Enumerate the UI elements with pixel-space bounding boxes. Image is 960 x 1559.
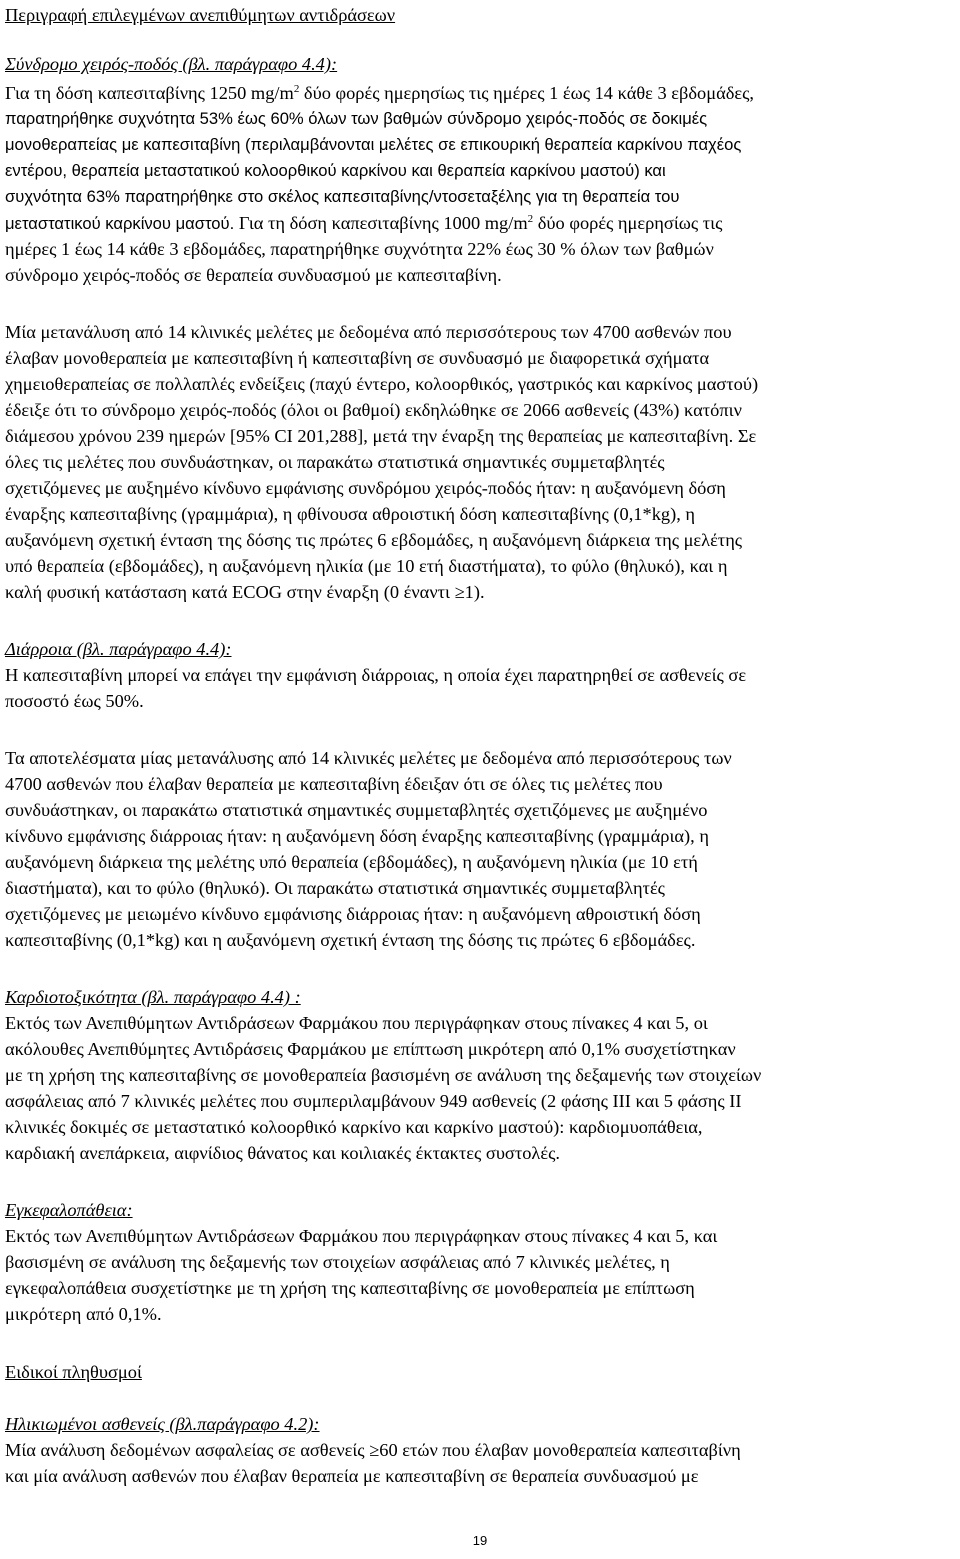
hfs-line-6: μεταστατικού καρκίνου μαστού. Για τη δόση καπεσιταβίνης 1000 $mg/m^2$ δύο φορές ημερησίως τις bbox=[5, 213, 723, 233]
special-populations-title: Ειδικοί πληθυσμοί bbox=[5, 1362, 142, 1382]
cardiotox-line-2: ακόλουθες Ανεπιθύμητες Αντιδράσεις Φαρμάκου με επίπτωση μικρότερη από 0,1% συσχετίστηκαν bbox=[5, 1039, 736, 1059]
meta-diarrhoea-line-1: Τα αποτελέσματα μίας μετανάλυσης από 14 κλινικές μελέτες με δεδομένα από περισσότερους των bbox=[5, 748, 732, 768]
meta-diarrhoea-line-2: 4700 ασθενών που έλαβαν θεραπεία με καπεσιταβίνη έδειξαν ότι σε όλες τις μελέτες που bbox=[5, 774, 663, 794]
elderly-line-1: Μία ανάλυση δεδομένων ασφαλείας σε ασθενείς ≥60 ετών που έλαβαν μονοθεραπεία καπεσιταβίνη bbox=[5, 1440, 741, 1460]
meta-hfs-line-10: υπό θεραπεία (εβδομάδες), η αυξανόμενη ηλικία (με 10 ετή διαστήματα), το φύλο (θηλυκό), και η bbox=[5, 556, 728, 576]
hfs-title: Σύνδρομο χειρός-ποδός (βλ. παράγραφο 4.4): bbox=[5, 54, 338, 74]
hfs-line-2: παρατηρήθηκε συχνότητα 53% έως 60% όλων των βαθμών σύνδρομο χειρός-ποδός σε δοκιμές bbox=[5, 109, 708, 128]
encephalopathy-line-4: μικρότερη από 0,1%. bbox=[5, 1304, 162, 1324]
meta-hfs-line-4: έδειξε ότι το σύνδρομο χειρός-ποδός (όλοι οι βαθμοί) εκδηλώθηκε σε 2066 ασθενείς (43%) κατόπιν bbox=[5, 400, 742, 420]
diarrhoea-line-2: ποσοστό έως 50%. bbox=[5, 691, 144, 711]
diarrhoea-line-1: Η καπεσιταβίνη μπορεί να επάγει την εμφάνιση διάρροιας, η οποία έχει παρατηρηθεί σε ασθενείς σε bbox=[5, 665, 747, 685]
hfs-line-8: σύνδρομο χειρός-ποδός σε θεραπεία συνδυασμού με καπεσιταβίνη. bbox=[5, 265, 502, 285]
meta-diarrhoea-line-8: καπεσιταβίνης (0,1*kg) και η αυξανόμενη σχετική ένταση της δόσης τις πρώτες 6 εβδομάδες. bbox=[5, 930, 696, 950]
meta-diarrhoea-line-4: κίνδυνο εμφάνισης διάρροιας ήταν: η αυξανόμενη δόση έναρξης καπεσιταβίνης (γραμμάρια), η bbox=[5, 826, 709, 846]
meta-diarrhoea-line-3: συνδυάστηκαν, οι παρακάτω στατιστικά σημαντικές συμμεταβλητές σχετιζόμενες με αυξημένο bbox=[5, 800, 708, 820]
meta-hfs-line-2: έλαβαν μονοθεραπεία με καπεσιταβίνη ή καπεσιταβίνη σε συνδυασμό με διαφορετικά σχήματα bbox=[5, 348, 710, 368]
hfs-line-3: μονοθεραπείας με καπεσιταβίνη (περιλαμβάνονται μελέτες σε επικουρική θεραπεία καρκίνου παχέος bbox=[5, 135, 742, 154]
meta-hfs-line-7: σχετιζόμενες με αυξημένο κίνδυνο εμφάνισης συνδρόμου χειρός-ποδός ήταν: η αυξανόμενη δόση bbox=[5, 478, 726, 498]
hfs-line-4: εντέρου, θεραπεία μεταστατικού κολοορθικού καρκίνου και θεραπεία καρκίνου μαστού) και bbox=[5, 161, 666, 180]
diarrhoea-title: Διάρροια (βλ. παράγραφο 4.4): bbox=[5, 639, 232, 659]
section-heading: Περιγραφή επιλεγμένων ανεπιθύμητων αντιδράσεων bbox=[5, 5, 396, 25]
encephalopathy-line-1: Εκτός των Ανεπιθύμητων Αντιδράσεων Φαρμάκου που περιγράφηκαν στους πίνακες 4 και 5, και bbox=[5, 1226, 718, 1246]
meta-hfs-line-5: διάμεσου χρόνου 239 ημερών [95% CI 201,288], μετά την έναρξη της θεραπείας με καπεσιταβίνη. Σε bbox=[5, 426, 757, 446]
meta-hfs-line-8: έναρξης καπεσιταβίνης (γραμμάρια), η φθίνουσα αθροιστική δόση καπεσιταβίνης (0,1*kg), η bbox=[5, 504, 696, 524]
elderly-title: Ηλικιωμένοι ασθενείς (βλ.παράγραφο 4.2): bbox=[5, 1414, 320, 1434]
encephalopathy-line-2: βασισμένη σε ανάλυση της δεξαμενής των στοιχείων ασφάλειας από 7 κλινικές μελέτες, η bbox=[5, 1252, 670, 1272]
encephalopathy-line-3: εγκεφαλοπάθεια συσχετίστηκε με τη χρήση της καπεσιταβίνης σε μονοθεραπεία με επίπτωση bbox=[5, 1278, 695, 1298]
cardiotox-line-6: καρδιακή ανεπάρκεια, αιφνίδιος θάνατος και κοιλιακές έκτακτες συστολές. bbox=[5, 1143, 560, 1163]
meta-hfs-line-9: αυξανόμενη σχετική ένταση της δόσης τις πρώτες 6 εβδομάδες, η αυξανόμενη διάρκεια της μελέτης bbox=[5, 530, 743, 550]
hfs-line-5: συχνότητα 63% παρατηρήθηκε στο σκέλος καπεσιταβίνης/ντοσεταξέλης για τη θεραπεία του bbox=[5, 187, 680, 206]
hfs-line-1: Για τη δόση καπεσιταβίνης 1250 $mg/m^2$ δύο φορές ημερησίως τις ημέρες 1 έως 14 κάθε 3 εβδομάδες, bbox=[5, 83, 754, 103]
cardiotox-line-5: κλινικές δοκιμές σε μεταστατικό κολοορθικό καρκίνο και καρκίνο μαστού): καρδιομυοπάθεια, bbox=[5, 1117, 703, 1137]
meta-hfs-line-3: χημειοθεραπείας σε πολλαπλές ενδείξεις (παχύ έντερο, κολοορθικός, γαστρικός και καρκίνος μαστού) bbox=[5, 374, 759, 394]
page-number: 19 bbox=[472, 1533, 488, 1548]
meta-hfs-line-1: Μία μετανάλυση από 14 κλινικές μελέτες με δεδομένα από περισσότερους των 4700 ασθενών που bbox=[5, 322, 732, 342]
cardiotox-line-4: ασφάλειας από 7 κλινικές μελέτες που συμπεριλαμβάνουν 949 ασθενείς (2 φάσης ΙΙΙ και 5 φάσης ΙΙ bbox=[5, 1091, 742, 1111]
hfs-line-7: ημέρες 1 έως 14 κάθε 3 εβδομάδες, παρατηρήθηκε συχνότητα 22% έως 30 % όλων των βαθμών bbox=[5, 239, 714, 259]
meta-diarrhoea-line-6: διαστήματα), και το φύλο (θηλυκό). Οι παρακάτω στατιστικά σημαντικές συμμεταβλητές bbox=[5, 878, 665, 898]
cardiotox-title: Καρδιοτοξικότητα (βλ. παράγραφο 4.4) : bbox=[5, 987, 301, 1007]
meta-hfs-line-6: όλες τις μελέτες που συνδυάστηκαν, οι παρακάτω στατιστικά σημαντικές συμμεταβλητές bbox=[5, 452, 665, 472]
cardiotox-line-1: Εκτός των Ανεπιθύμητων Αντιδράσεων Φαρμάκου που περιγράφηκαν στους πίνακες 4 και 5, οι bbox=[5, 1013, 708, 1033]
meta-hfs-line-11: καλή φυσική κατάσταση κατά ECOG στην έναρξη (0 έναντι ≥1). bbox=[5, 582, 485, 602]
encephalopathy-title: Εγκεφαλοπάθεια: bbox=[5, 1200, 133, 1220]
meta-diarrhoea-line-5: αυξανόμενη διάρκεια της μελέτης υπό θεραπεία (εβδομάδες), η αυξανόμενη ηλικία (με 10 ετή bbox=[5, 852, 698, 872]
elderly-line-2: και μία ανάλυση ασθενών που έλαβαν θεραπεία με καπεσιταβίνη σε θεραπεία συνδυασμού με bbox=[5, 1466, 699, 1486]
meta-diarrhoea-line-7: σχετιζόμενες με μειωμένο κίνδυνο εμφάνισης διάρροιας ήταν: η αυξανόμενη αθροιστική δόση bbox=[5, 904, 701, 924]
cardiotox-line-3: με τη χρήση της καπεσιταβίνης σε μονοθεραπεία βασισμένη σε ανάλυση της δεξαμενής των στοιχείων bbox=[5, 1065, 762, 1085]
